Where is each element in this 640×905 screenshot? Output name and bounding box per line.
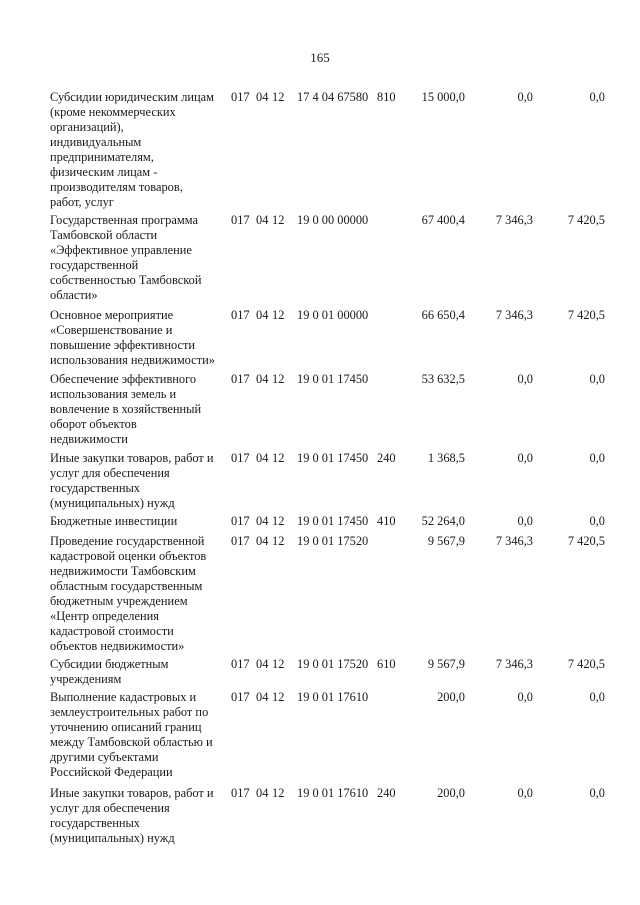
row-amount-2: 0,0	[517, 514, 533, 528]
row-subsection-code: 12	[272, 451, 285, 465]
row-name: Субсидии бюджетным учреждениям	[50, 657, 169, 686]
row-ministry-code: 017	[231, 308, 250, 322]
row-ministry-code: 017	[231, 451, 250, 465]
row-subsection-code: 12	[272, 213, 285, 227]
row-amount-1: 66 650,4	[421, 308, 465, 322]
row-amount-3: 7 420,5	[567, 213, 605, 227]
row-section-code: 04	[256, 534, 269, 548]
page-number: 165	[310, 50, 330, 65]
row-section-code: 04	[256, 514, 269, 528]
row-amount-1: 9 567,9	[427, 657, 465, 671]
row-ministry-code: 017	[231, 534, 250, 548]
row-amount-2: 7 346,3	[495, 657, 533, 671]
row-section-code: 04	[256, 308, 269, 322]
row-target-article: 19 0 01 17450	[297, 372, 369, 386]
row-amount-1: 15 000,0	[421, 90, 465, 104]
row-amount-3: 0,0	[589, 90, 605, 104]
row-target-article: 19 0 01 17520	[297, 534, 369, 548]
row-amount-1: 9 567,9	[427, 534, 465, 548]
row-amount-3: 7 420,5	[567, 657, 605, 671]
row-ministry-code: 017	[231, 657, 250, 671]
row-section-code: 04	[256, 657, 269, 671]
row-subsection-code: 12	[272, 534, 285, 548]
row-section-code: 04	[256, 372, 269, 386]
row-amount-2: 0,0	[517, 451, 533, 465]
row-section-code: 04	[256, 90, 269, 104]
row-amount-3: 0,0	[589, 514, 605, 528]
row-amount-1: 53 632,5	[421, 372, 465, 386]
row-amount-3: 7 420,5	[567, 308, 605, 322]
row-amount-2: 7 346,3	[495, 534, 533, 548]
row-name: Проведение государственной кадастровой оценки объектов недвижимости Тамбовским областным государственным бюджетным учреждением «Центр определения кадастровой стоимости объектов недвижимости»	[50, 534, 207, 653]
row-amount-2: 0,0	[517, 90, 533, 104]
row-ministry-code: 017	[231, 372, 250, 386]
row-target-article: 19 0 01 17610	[297, 786, 369, 800]
row-target-article: 19 0 01 17610	[297, 690, 369, 704]
row-ministry-code: 017	[231, 213, 250, 227]
row-name: Иные закупки товаров, работ и услуг для обеспечения государственных (муниципальных) нужд	[50, 451, 214, 510]
row-amount-2: 0,0	[517, 372, 533, 386]
row-amount-2: 7 346,3	[495, 308, 533, 322]
row-ministry-code: 017	[231, 514, 250, 528]
row-section-code: 04	[256, 786, 269, 800]
row-target-article: 19 0 01 17520	[297, 657, 369, 671]
row-subsection-code: 12	[272, 657, 285, 671]
row-amount-2: 0,0	[517, 690, 533, 704]
row-amount-1: 52 264,0	[421, 514, 465, 528]
row-amount-1: 1 368,5	[427, 451, 465, 465]
row-section-code: 04	[256, 213, 269, 227]
row-amount-3: 0,0	[589, 786, 605, 800]
row-target-article: 19 0 00 00000	[297, 213, 369, 227]
row-name: Бюджетные инвестиции	[50, 514, 178, 528]
row-subsection-code: 12	[272, 514, 285, 528]
row-ministry-code: 017	[231, 90, 250, 104]
row-amount-1: 200,0	[437, 690, 465, 704]
row-amount-1: 200,0	[437, 786, 465, 800]
row-subsection-code: 12	[272, 690, 285, 704]
row-target-article: 19 0 01 17450	[297, 451, 369, 465]
row-amount-3: 7 420,5	[567, 534, 605, 548]
row-name: Государственная программа Тамбовской области «Эффективное управление государственной собственностью Тамбовской области»	[50, 213, 202, 302]
row-name: Обеспечение эффективного использования земель и вовлечение в хозяйственный оборот объектов недвижимости	[50, 372, 202, 446]
row-amount-1: 67 400,4	[421, 213, 465, 227]
row-amount-3: 0,0	[589, 690, 605, 704]
row-section-code: 04	[256, 451, 269, 465]
row-target-article: 17 4 04 67580	[297, 90, 369, 104]
row-ministry-code: 017	[231, 786, 250, 800]
row-section-code: 04	[256, 690, 269, 704]
row-amount-3: 0,0	[589, 451, 605, 465]
row-subsection-code: 12	[272, 90, 285, 104]
row-subsection-code: 12	[272, 308, 285, 322]
row-amount-2: 7 346,3	[495, 213, 533, 227]
row-amount-2: 0,0	[517, 786, 533, 800]
row-amount-3: 0,0	[589, 372, 605, 386]
row-expense-type: 410	[377, 514, 396, 528]
row-expense-type: 810	[377, 90, 396, 104]
row-expense-type: 240	[377, 451, 396, 465]
row-name: Субсидии юридическим лицам (кроме некоммерческих организаций), индивидуальным предпринимателям, физическим лицам - производителям товаров, работ, услуг	[50, 90, 215, 209]
row-target-article: 19 0 01 17450	[297, 514, 369, 528]
row-name: Иные закупки товаров, работ и услуг для обеспечения государственных (муниципальных) нужд	[50, 786, 214, 845]
row-subsection-code: 12	[272, 786, 285, 800]
row-expense-type: 240	[377, 786, 396, 800]
row-expense-type: 610	[377, 657, 396, 671]
row-ministry-code: 017	[231, 690, 250, 704]
row-subsection-code: 12	[272, 372, 285, 386]
row-name: Основное мероприятие «Совершенствование и повышение эффективности использования недвижимости»	[50, 308, 215, 367]
row-target-article: 19 0 01 00000	[297, 308, 369, 322]
row-name: Выполнение кадастровых и землеустроительных работ по уточнению описаний границ между Тамбовской областью и другими субъектами Российской Федерации	[50, 690, 213, 779]
